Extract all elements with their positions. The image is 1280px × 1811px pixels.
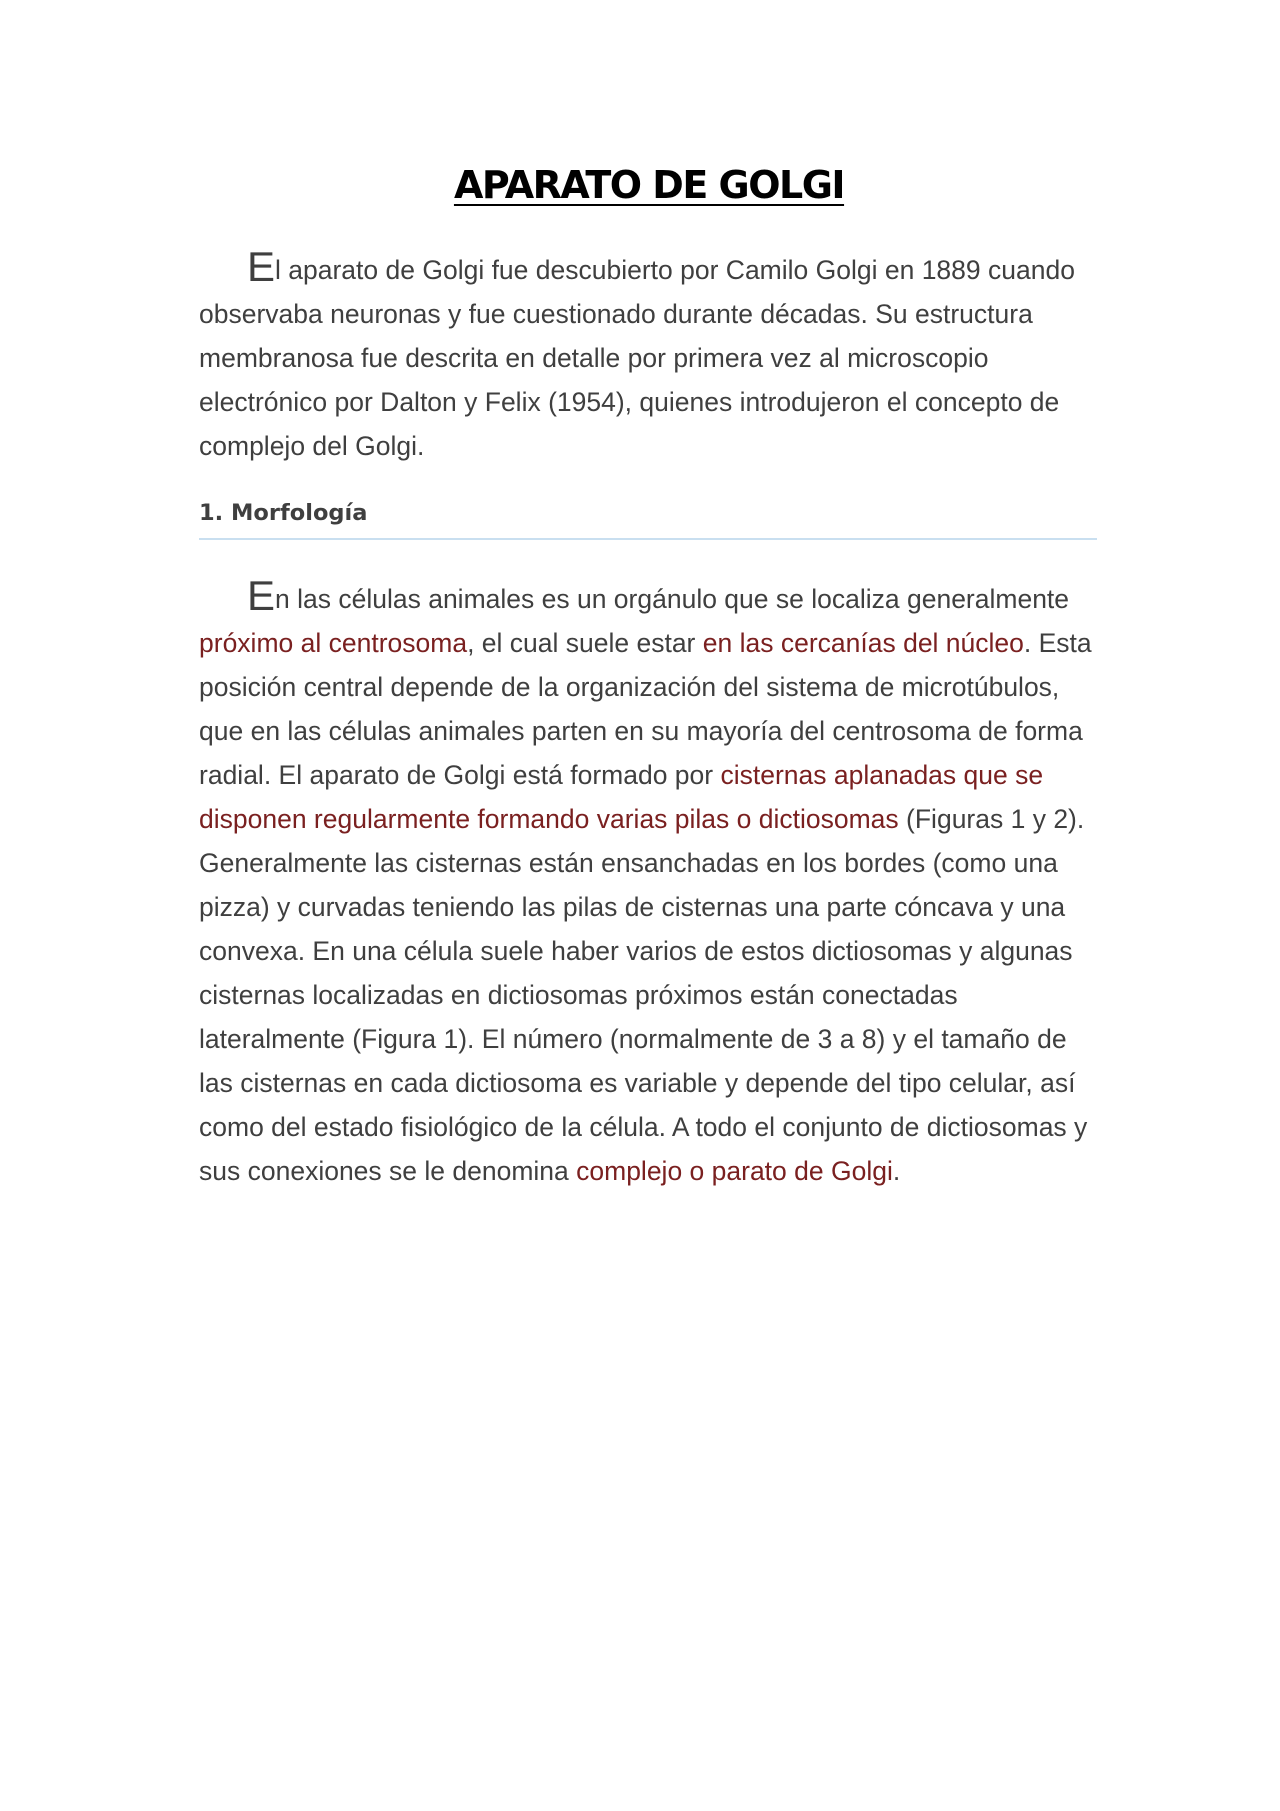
paragraph-text: , el cual suele estar xyxy=(467,628,703,658)
page-title: APARATO DE GOLGI xyxy=(453,163,845,207)
section-heading-morfologia: 1. Morfología xyxy=(199,496,1097,540)
paragraph-text: (Figuras 1 y 2). Generalmente las cisternas están ensanchadas en los bordes (como una pizza) y curvadas teniendo las pilas de cisternas una parte cóncava y una convexa. En una célula suele haber varios de estos dictiosomas y algunas cisternas localizadas en dictiosomas próximos están conectadas lateralmente (Figura 1). El número (normalmente de 3 a 8) y el tamaño de las cisternas en cada dictiosoma es variable y depende del tipo celular, así como del estado fisiológico de la célula. A todo el conjunto de dictiosomas y sus conexiones se le denomina xyxy=(199,804,1088,1186)
paragraph-text: n las células animales es un orgánulo que se localiza generalmente xyxy=(275,584,1070,614)
morfologia-dropcap: E xyxy=(247,572,276,619)
link-complejo-golgi[interactable]: complejo o parato de Golgi xyxy=(576,1156,893,1186)
intro-paragraph xyxy=(199,245,1099,468)
paragraph-text: . Esta posición central depende de la organización del sistema de microtúbulos, que en las células animales parten en su mayoría del centrosoma de forma radial. El aparato de Golgi está formado por xyxy=(199,628,1092,790)
link-cisternas-aplanadas[interactable]: cisternas aplanadas que se disponen regularmente formando varias pilas o dictiosomas xyxy=(199,760,1044,834)
link-cercanias-nucleo[interactable]: en las cercanías del núcleo xyxy=(702,628,1024,658)
morfologia-paragraph xyxy=(199,574,1099,1193)
paragraph-text: . xyxy=(892,1156,901,1186)
intro-dropcap: E xyxy=(247,243,276,290)
intro-text: l aparato de Golgi fue descubierto por Camilo Golgi en 1889 cuando observaba neuronas y fue cuestionado durante décadas. Su estructura membranosa fue descrita en detalle por primera vez al microscopio electrónico por Dalton y Felix (1954), quienes introdujeron el concepto de complejo del Golgi. xyxy=(199,255,1075,461)
link-proximo-centrosoma[interactable]: próximo al centrosoma xyxy=(199,628,468,658)
